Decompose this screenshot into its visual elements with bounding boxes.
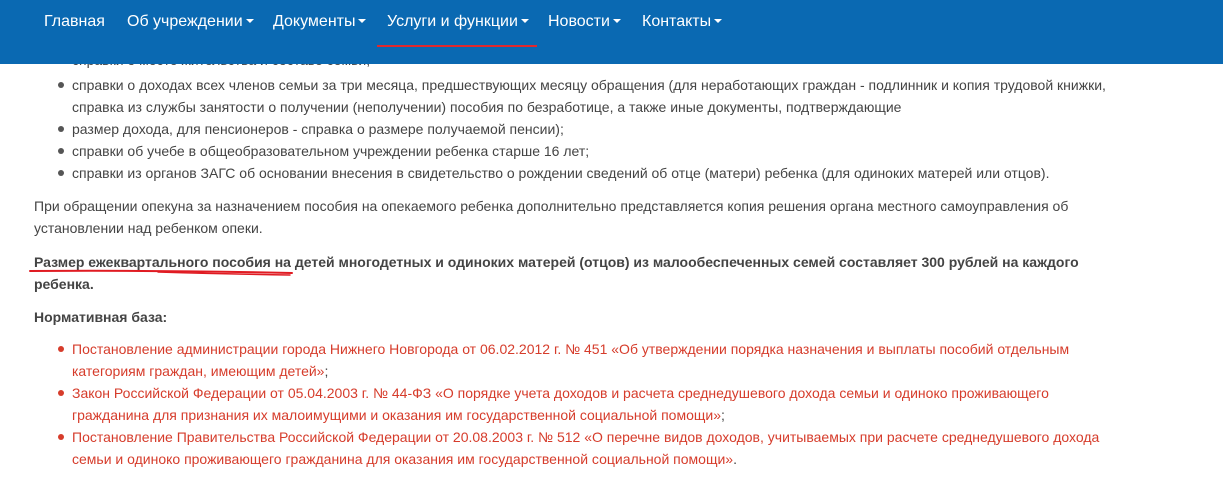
nav-item-label: Услуги и функции: [387, 13, 518, 30]
list-item: размер дохода, для пенсионеров - справка о размере получаемой пенсии);: [72, 118, 564, 140]
law-link-3-suffix: .: [733, 451, 737, 467]
list-item-continuation-text: справка из службы занятости о получении (неполучении) пособия по безработице, а также иные документы, подтверждающие: [72, 99, 902, 115]
law-link-2-suffix: ;: [721, 407, 725, 423]
nav-item-label: Об учреждении: [127, 13, 243, 30]
nav-item-documents[interactable]: [273, 0, 366, 64]
nav-item-label: Контакты: [642, 13, 712, 30]
chevron-down-icon: [358, 19, 366, 23]
law-link-3-cont[interactable]: [72, 448, 737, 470]
nav-item-news[interactable]: [548, 0, 621, 64]
law-link-1-cont[interactable]: [72, 360, 328, 382]
law-link-1-cont-text[interactable]: категориям граждан, имеющим детей»: [72, 363, 325, 379]
list-item: справки об учебе в общеобразовательном учреждении ребенка старше 16 лет;: [72, 140, 589, 162]
chevron-down-icon: [246, 19, 254, 23]
top-navbar: [0, 0, 1223, 64]
law-link-1-suffix: ;: [324, 363, 329, 379]
law-link-2[interactable]: Закон Российской Федерации от 05.04.2003 г. № 44-ФЗ «О порядке учета доходов и расчета среднедушевого дохода семьи и одиноко проживающего: [72, 382, 1049, 404]
guardian-note-line-2: установлении над ребенком опеки.: [34, 220, 263, 236]
guardian-note-line-1: При обращении опекуна за назначением пособия на опекаемого ребенка дополнительно представляется копия решения органа местного самоуправления об: [34, 198, 1069, 214]
annotation-underline: [28, 268, 294, 278]
nav-item-services[interactable]: [387, 0, 529, 64]
law-link-1[interactable]: Постановление администрации города Нижнего Новгорода от 06.02.2012 г. № 451 «Об утверждении порядка назначения и выплаты пособий отдельным: [72, 338, 1069, 360]
chevron-down-icon: [714, 19, 722, 23]
law-link-3-cont-text[interactable]: семьи и одиноко проживающего гражданина для оказания им государственной социальной помощи»: [72, 451, 734, 467]
nav-active-indicator: [377, 45, 537, 47]
law-link-2-cont[interactable]: [72, 404, 725, 426]
nav-item-label: Главная: [44, 13, 105, 30]
chevron-down-icon: [521, 19, 529, 23]
list-item-continuation: [72, 96, 901, 118]
nav-item-contacts[interactable]: [642, 0, 722, 64]
legal-base-title: Нормативная база:: [34, 309, 168, 325]
benefit-amount-line-1: Размер ежеквартального пособия на детей многодетных и одиноких матерей (отцов) из малообеспеченных семей составляет 300 рублей на каждого: [34, 254, 1079, 270]
law-link-3[interactable]: Постановление Правительства Российской Федерации от 20.08.2003 г. № 512 «О перечне видов доходов, учитываемых при расчете среднедушевого дохода: [72, 426, 1099, 448]
nav-item-label: Новости: [548, 13, 610, 30]
list-item: справки о доходах всех членов семьи за три месяца, предшествующих месяцу обращения (для неработающих граждан - подлинник и копия трудовой книжки,: [72, 74, 1106, 96]
chevron-down-icon: [613, 19, 621, 23]
law-link-2-cont-text[interactable]: гражданина для признания их малоимущими и оказания им государственной социальной помощи»: [72, 407, 722, 423]
list-item: справки из органов ЗАГС об основании внесения в свидетельство о рождении сведений об отце (матери) ребенка (для одиноких матерей или отцов).: [72, 162, 1049, 184]
nav-item-label: Документы: [273, 13, 356, 30]
benefit-amount-line-2: ребенка.: [34, 276, 94, 292]
nav-item-about[interactable]: [127, 0, 254, 64]
nav-item-home[interactable]: [44, 0, 105, 64]
